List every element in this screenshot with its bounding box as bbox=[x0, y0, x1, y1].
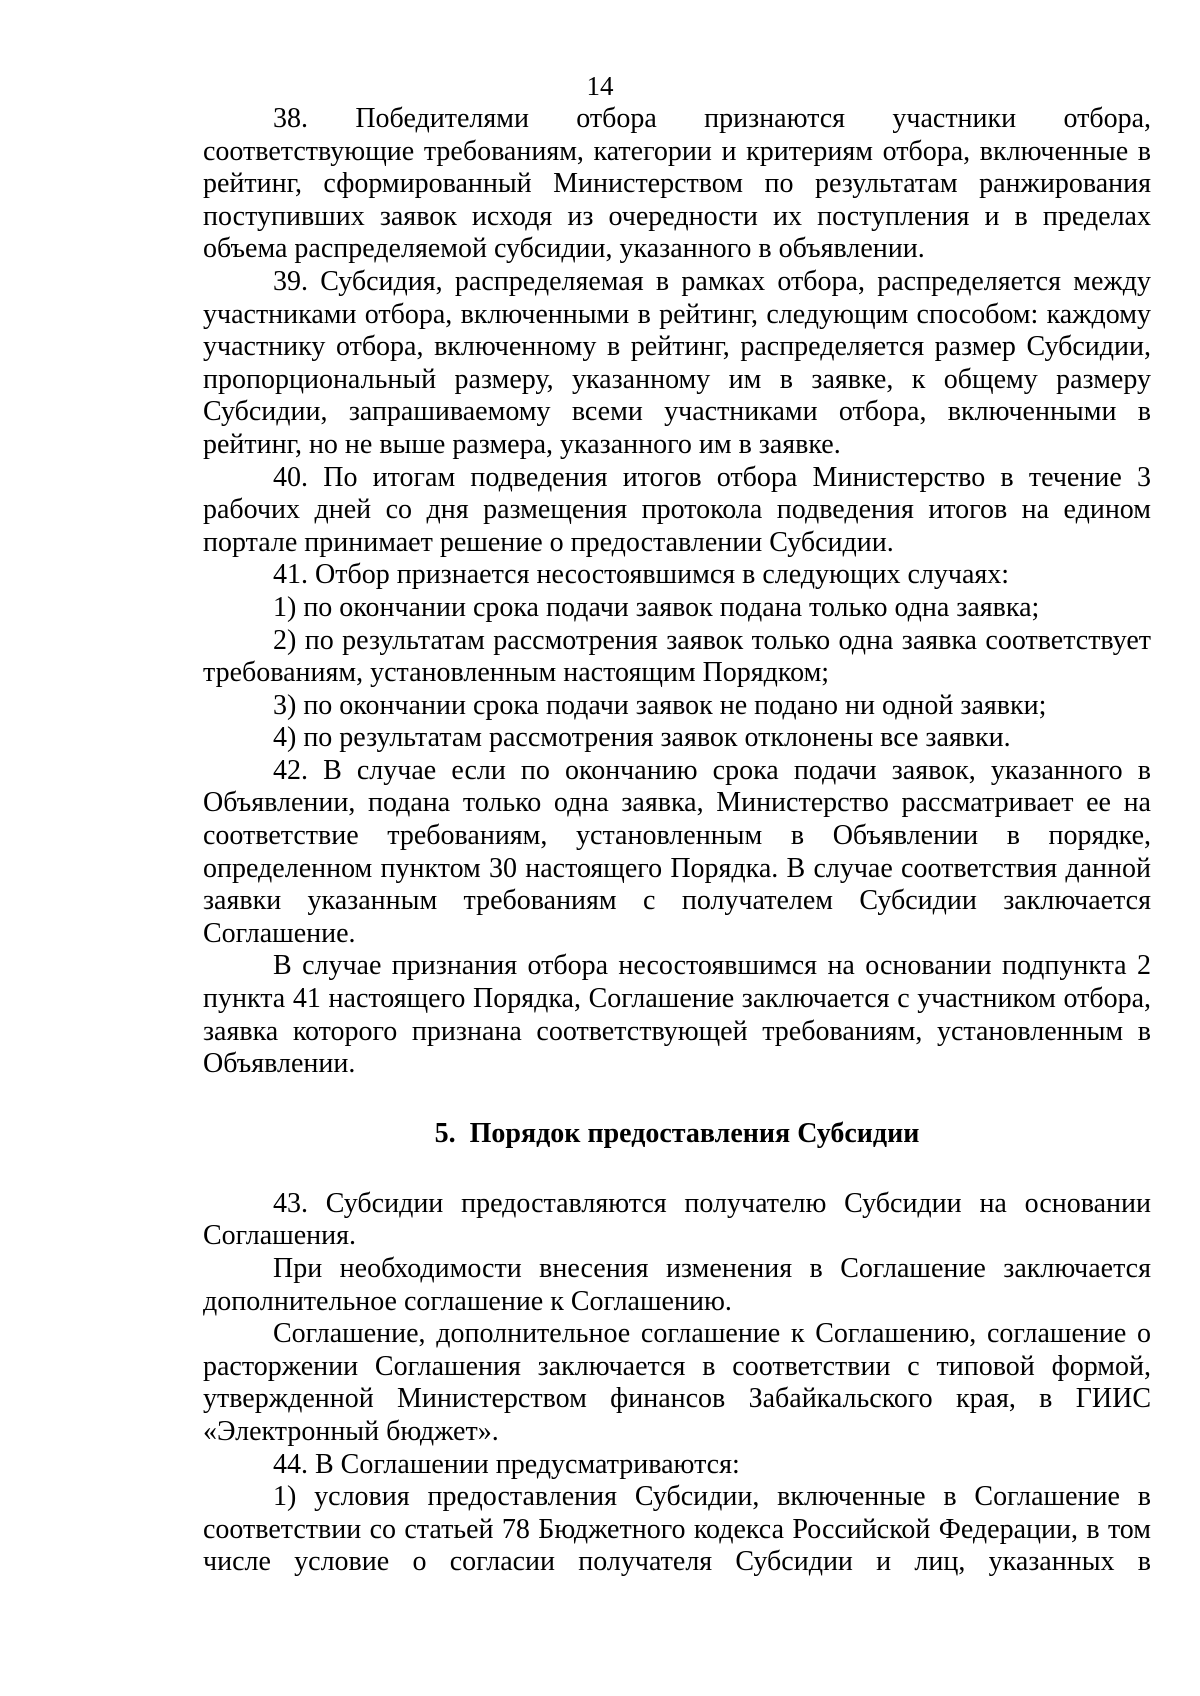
paragraph-43-standard-form: Соглашение, дополнительное соглашение к Соглашению, соглашение о расторжении Соглашения заключается в соответствии с типовой формой, утвержденной Министерством финансов Забайкальского края, в ГИИС «Электронный бюджет». bbox=[203, 1318, 1151, 1447]
section-title: Порядок предоставления Субсидии bbox=[469, 1117, 920, 1149]
section-heading bbox=[203, 1117, 1151, 1150]
paragraph-44: 44. В Соглашении предусматриваются: bbox=[273, 1448, 740, 1480]
paragraph-41-item-3: 3) по окончании срока подачи заявок не подано ни одной заявки; bbox=[273, 689, 1047, 721]
paragraph-42-continuation: В случае признания отбора несостоявшимся на основании подпункта 2 пункта 41 настоящего Порядка, Соглашение заключается с участником отбора, заявка которого признана соответствующей требованиям, установленным в Объявлении. bbox=[203, 950, 1151, 1080]
paragraph-43-amendments: При необходимости внесения изменения в Соглашение заключается дополнительное соглашение к Соглашению. bbox=[203, 1253, 1151, 1317]
paragraph-40: 40. По итогам подведения итогов отбора Министерство в течение 3 рабочих дней со дня размещения протокола подведения итогов на едином портале принимает решение о предоставлении Субсидии. bbox=[203, 461, 1151, 558]
paragraph-42: 42. В случае если по окончанию срока подачи заявок, указанного в Объявлении, подана только одна заявка, Министерство рассматривает ее на соответствие требованиям, установленным в Объявлении в порядке, определенном пунктом 30 настоящего Порядка. В случае соответствия данной заявки указанным требованиям с получателем Субсидии заключается Соглашение. bbox=[203, 754, 1151, 949]
paragraph-43: 43. Субсидии предоставляются получателю Субсидии на основании Соглашения. bbox=[203, 1187, 1151, 1252]
document-body bbox=[203, 103, 1151, 1579]
paragraph-38: 38. Победителями отбора признаются участники отбора, соответствующие требованиям, категории и критериям отбора, включенные в рейтинг, сформированный Министерством по результатам ранжирования поступивших заявок исходя из очередности их поступления и в пределах объема распределяемой субсидии, указанного в объявлении. bbox=[203, 103, 1151, 265]
paragraph-41-item-2: 2) по результатам рассмотрения заявок только одна заявка соответствует требованиям, установленным настоящим Порядком; bbox=[203, 624, 1151, 689]
page-number: 14 bbox=[586, 71, 614, 101]
paragraph-41-item-4: 4) по результатам рассмотрения заявок отклонены все заявки. bbox=[273, 722, 1011, 754]
paragraph-41: 41. Отбор признается несостоявшимся в следующих случаях: bbox=[273, 559, 1010, 591]
section-number: 5. bbox=[434, 1117, 456, 1149]
paragraph-44-item-1: 1) условия предоставления Субсидии, включенные в Соглашение в соответствии со статьей 78 Бюджетного кодекса Российской Федерации, в том числе условие о согласии получателя Субсидии и лиц, указанных в bbox=[203, 1481, 1151, 1578]
paragraph-41-item-1: 1) по окончании срока подачи заявок подана только одна заявка; bbox=[273, 591, 1040, 623]
paragraph-39: 39. Субсидия, распределяемая в рамках отбора, распределяется между участниками отбора, включенными в рейтинг, следующим способом: каждому участнику отбора, включенному в рейтинг, распределяется размер Субсидии, пропорциональный размеру, указанному им в заявке, к общему размеру Субсидии, запрашиваемому всеми участниками отбора, включенными в рейтинг, но не выше размера, указанного им в заявке. bbox=[203, 265, 1151, 460]
